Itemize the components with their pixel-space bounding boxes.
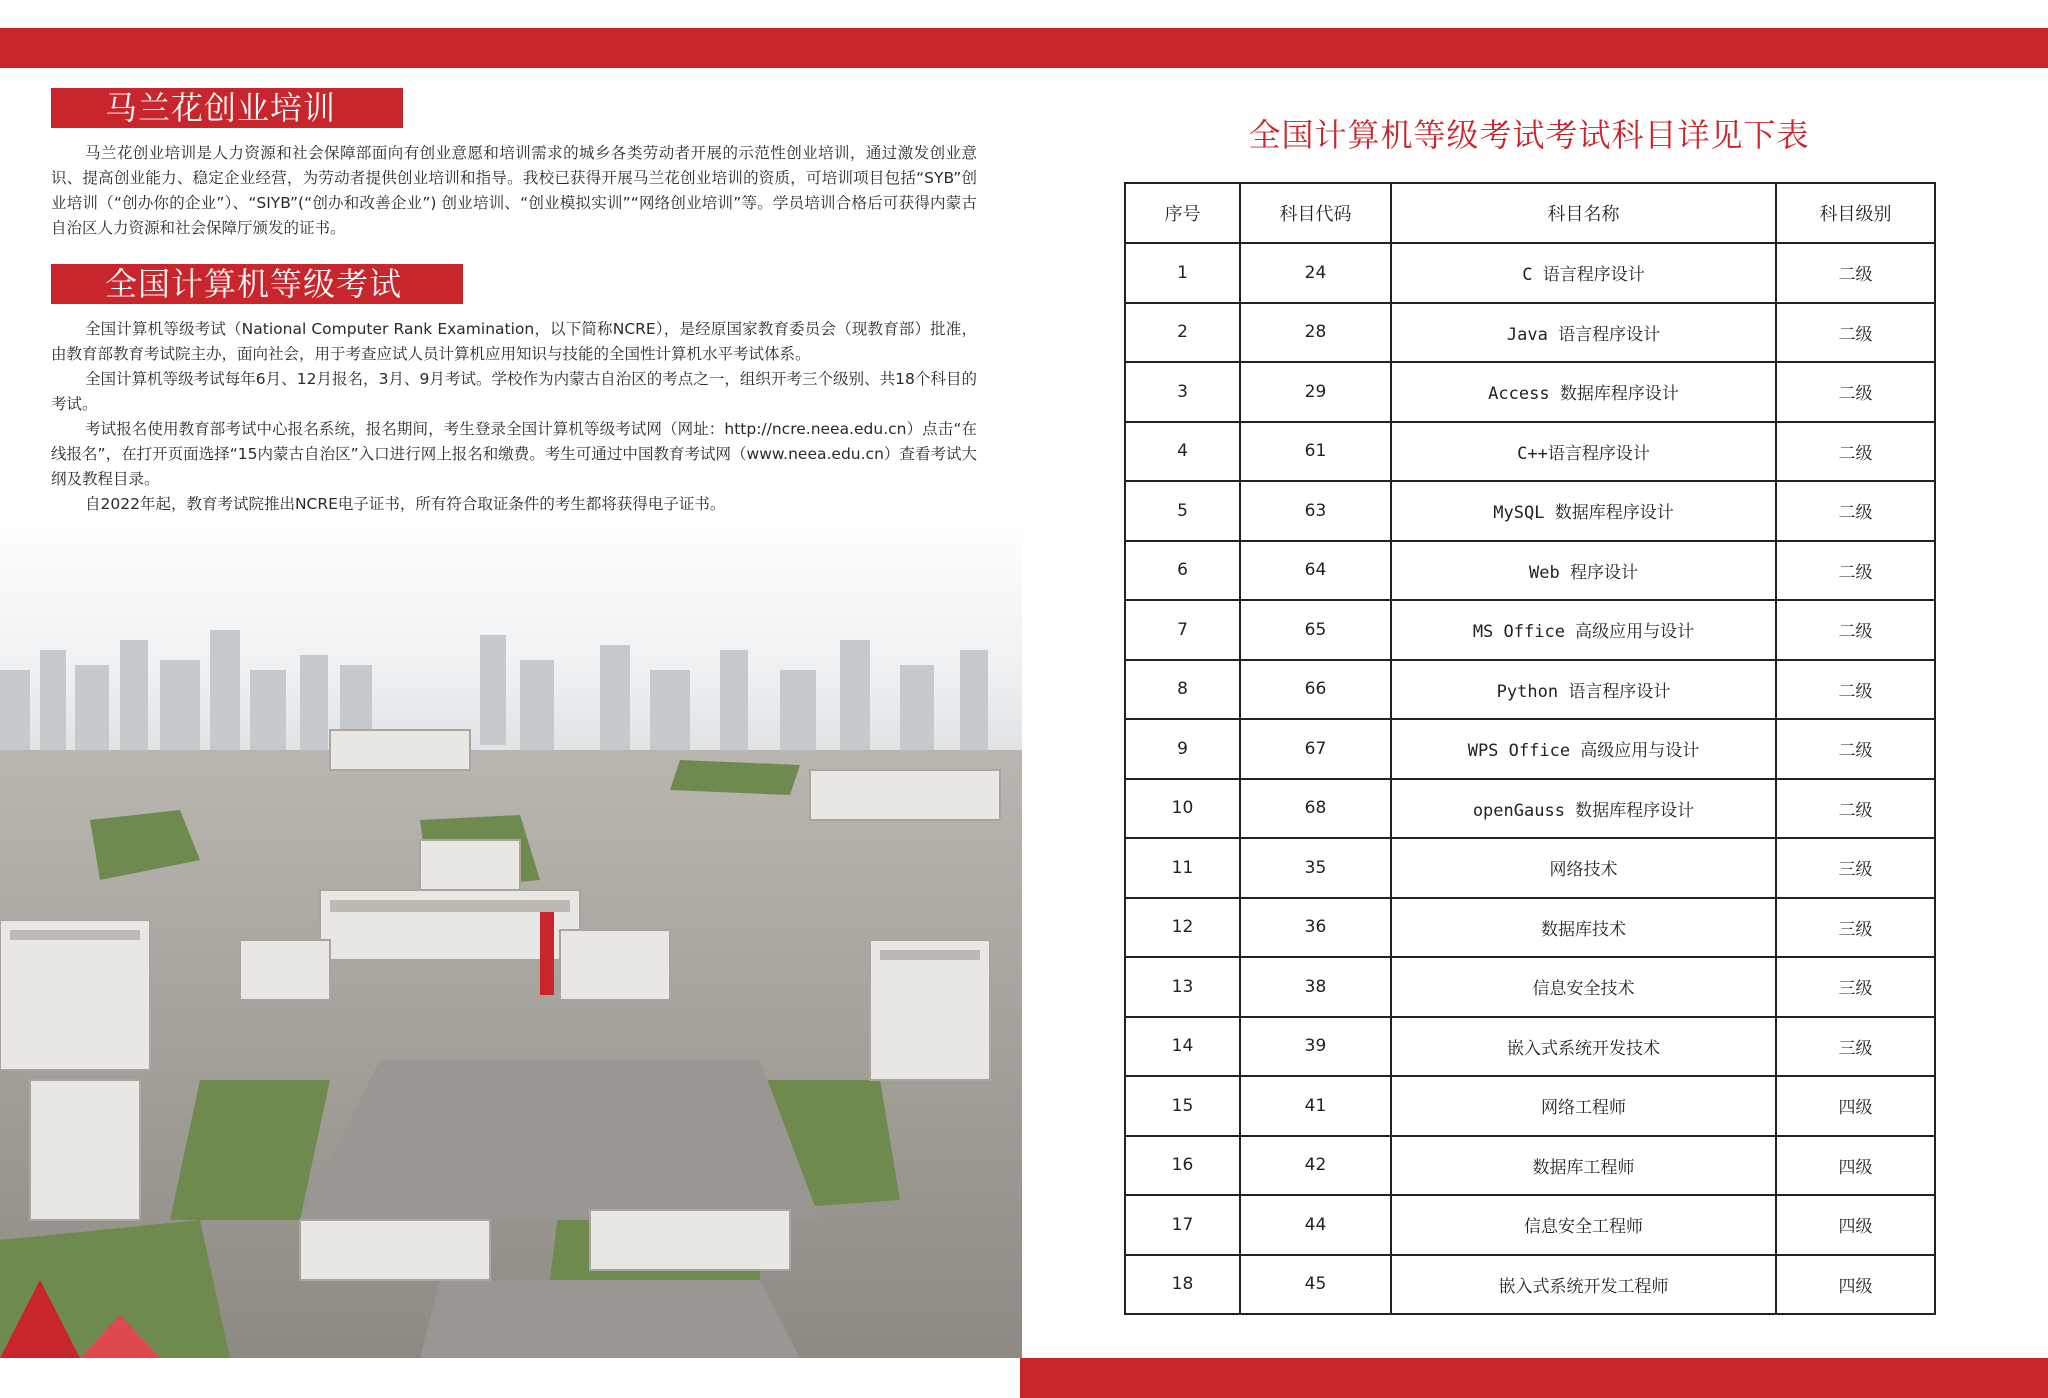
cell-index: 4 <box>1125 422 1240 482</box>
cell-index: 12 <box>1125 898 1240 958</box>
bottom-red-band <box>1020 1358 2048 1398</box>
ncre-paragraph-1: 全国计算机等级考试（National Computer Rank Examination，以下简称NCRE），是经原国家教育委员会（现教育部）批准，由教育部教育考试院主办，面向社会，用于考查应试人员计算机应用知识与技能的全国性计算机水平考试体系。 <box>51 320 977 363</box>
cell-level: 二级 <box>1776 362 1935 422</box>
cell-code: 41 <box>1240 1076 1391 1136</box>
cell-code: 64 <box>1240 541 1391 601</box>
cell-index: 6 <box>1125 541 1240 601</box>
cell-code: 39 <box>1240 1017 1391 1077</box>
cell-index: 1 <box>1125 243 1240 303</box>
table-row <box>1125 422 1935 482</box>
table-header-row <box>1125 183 1935 243</box>
cell-index: 18 <box>1125 1255 1240 1315</box>
cell-level: 二级 <box>1776 422 1935 482</box>
cell-subject-name: openGauss 数据库程序设计 <box>1391 779 1776 839</box>
cell-code: 42 <box>1240 1136 1391 1196</box>
cell-level: 四级 <box>1776 1136 1935 1196</box>
cell-index: 7 <box>1125 600 1240 660</box>
cell-subject-name: 嵌入式系统开发技术 <box>1391 1017 1776 1077</box>
table-row <box>1125 243 1935 303</box>
cell-code: 45 <box>1240 1255 1391 1315</box>
cell-subject-name: C++语言程序设计 <box>1391 422 1776 482</box>
cell-index: 2 <box>1125 303 1240 363</box>
cell-code: 38 <box>1240 957 1391 1017</box>
cell-subject-name: 数据库技术 <box>1391 898 1776 958</box>
cell-subject-name: 网络技术 <box>1391 838 1776 898</box>
cell-subject-name: Python 语言程序设计 <box>1391 660 1776 720</box>
cell-level: 二级 <box>1776 541 1935 601</box>
cell-index: 9 <box>1125 719 1240 779</box>
ncre-paragraph-3: 考试报名使用教育部考试中心报名系统，报名期间，考生登录全国计算机等级考试网（网址：http://ncre.neea.edu.cn）点击“在线报名”，在打开页面选择“15内蒙古自治区”入口进行网上报名和缴费。考生可通过中国教育考试网（www.neea.edu.cn）查看考试大纲及教程目录。 <box>51 420 977 488</box>
cell-code: 36 <box>1240 898 1391 958</box>
table-row <box>1125 1195 1935 1255</box>
cell-level: 四级 <box>1776 1076 1935 1136</box>
table-row <box>1125 1076 1935 1136</box>
table-row <box>1125 957 1935 1017</box>
cell-subject-name: MySQL 数据库程序设计 <box>1391 481 1776 541</box>
cell-level: 三级 <box>1776 838 1935 898</box>
table-row <box>1125 660 1935 720</box>
cell-code: 66 <box>1240 660 1391 720</box>
header-code: 科目代码 <box>1240 183 1391 243</box>
section-title-malanhua: 马兰花创业培训 <box>51 88 403 128</box>
cell-code: 44 <box>1240 1195 1391 1255</box>
cell-index: 13 <box>1125 957 1240 1017</box>
cell-code: 65 <box>1240 600 1391 660</box>
cell-level: 二级 <box>1776 481 1935 541</box>
cell-code: 29 <box>1240 362 1391 422</box>
cell-index: 14 <box>1125 1017 1240 1077</box>
cell-subject-name: 数据库工程师 <box>1391 1136 1776 1196</box>
table-row <box>1125 303 1935 363</box>
table-title: 全国计算机等级考试考试科目详见下表 <box>1248 116 1810 154</box>
ncre-paragraphs <box>51 317 977 517</box>
cell-code: 63 <box>1240 481 1391 541</box>
table-row <box>1125 481 1935 541</box>
cell-code: 28 <box>1240 303 1391 363</box>
cell-index: 5 <box>1125 481 1240 541</box>
ncre-paragraph-4: 自2022年起，教育考试院推出NCRE电子证书，所有符合取证条件的考生都将获得电子证书。 <box>85 495 726 513</box>
cell-subject-name: WPS Office 高级应用与设计 <box>1391 719 1776 779</box>
cell-index: 15 <box>1125 1076 1240 1136</box>
cell-subject-name: 信息安全技术 <box>1391 957 1776 1017</box>
table-row <box>1125 838 1935 898</box>
table-row <box>1125 898 1935 958</box>
cell-level: 二级 <box>1776 303 1935 363</box>
table-row <box>1125 1017 1935 1077</box>
table-row <box>1125 541 1935 601</box>
cell-index: 17 <box>1125 1195 1240 1255</box>
cell-subject-name: MS Office 高级应用与设计 <box>1391 600 1776 660</box>
cell-level: 三级 <box>1776 1017 1935 1077</box>
cell-subject-name: Java 语言程序设计 <box>1391 303 1776 363</box>
cell-level: 二级 <box>1776 779 1935 839</box>
malanhua-paragraph: 马兰花创业培训是人力资源和社会保障部面向有创业意愿和培训需求的城乡各类劳动者开展的示范性创业培训，通过激发创业意识、提高创业能力、稳定企业经营，为劳动者提供创业培训和指导。我校已获得开展马兰花创业培训的资质，可培训项目包括“SYB”创业培训（“创办你的企业”）、“SIYB”(“创办和改善企业”) 创业培训、“创业模拟实训”“网络创业培训”等。学员培训合格后可获得内蒙古自治区人力资源和社会保障厅颁发的证书。 <box>51 144 977 237</box>
cell-subject-name: 信息安全工程师 <box>1391 1195 1776 1255</box>
cell-level: 二级 <box>1776 660 1935 720</box>
cell-level: 三级 <box>1776 898 1935 958</box>
cell-code: 35 <box>1240 838 1391 898</box>
section-title-ncre: 全国计算机等级考试 <box>51 264 463 304</box>
cell-code: 24 <box>1240 243 1391 303</box>
table-row <box>1125 362 1935 422</box>
cell-subject-name: Web 程序设计 <box>1391 541 1776 601</box>
cell-level: 二级 <box>1776 719 1935 779</box>
cell-code: 68 <box>1240 779 1391 839</box>
top-red-band <box>0 28 2048 68</box>
cell-level: 二级 <box>1776 600 1935 660</box>
ncre-paragraph-2: 全国计算机等级考试每年6月、12月报名，3月、9月考试。学校作为内蒙古自治区的考点之一，组织开考三个级别、共18个科目的考试。 <box>51 370 977 413</box>
header-index: 序号 <box>1125 183 1240 243</box>
cell-level: 三级 <box>1776 957 1935 1017</box>
table-row <box>1125 1136 1935 1196</box>
table-row <box>1125 779 1935 839</box>
exam-subjects-table <box>1124 182 1936 1315</box>
table-row <box>1125 719 1935 779</box>
cell-level: 四级 <box>1776 1255 1935 1315</box>
cell-index: 8 <box>1125 660 1240 720</box>
cell-code: 67 <box>1240 719 1391 779</box>
table-row <box>1125 1255 1935 1315</box>
header-subject-name: 科目名称 <box>1391 183 1776 243</box>
cell-code: 61 <box>1240 422 1391 482</box>
cell-index: 10 <box>1125 779 1240 839</box>
cell-level: 四级 <box>1776 1195 1935 1255</box>
cell-subject-name: 网络工程师 <box>1391 1076 1776 1136</box>
header-level: 科目级别 <box>1776 183 1935 243</box>
cell-level: 二级 <box>1776 243 1935 303</box>
cell-subject-name: Access 数据库程序设计 <box>1391 362 1776 422</box>
table-row <box>1125 600 1935 660</box>
cell-index: 11 <box>1125 838 1240 898</box>
cell-subject-name: C 语言程序设计 <box>1391 243 1776 303</box>
cell-index: 16 <box>1125 1136 1240 1196</box>
cell-index: 3 <box>1125 362 1240 422</box>
cell-subject-name: 嵌入式系统开发工程师 <box>1391 1255 1776 1315</box>
campus-aerial-photo <box>0 520 1022 1358</box>
